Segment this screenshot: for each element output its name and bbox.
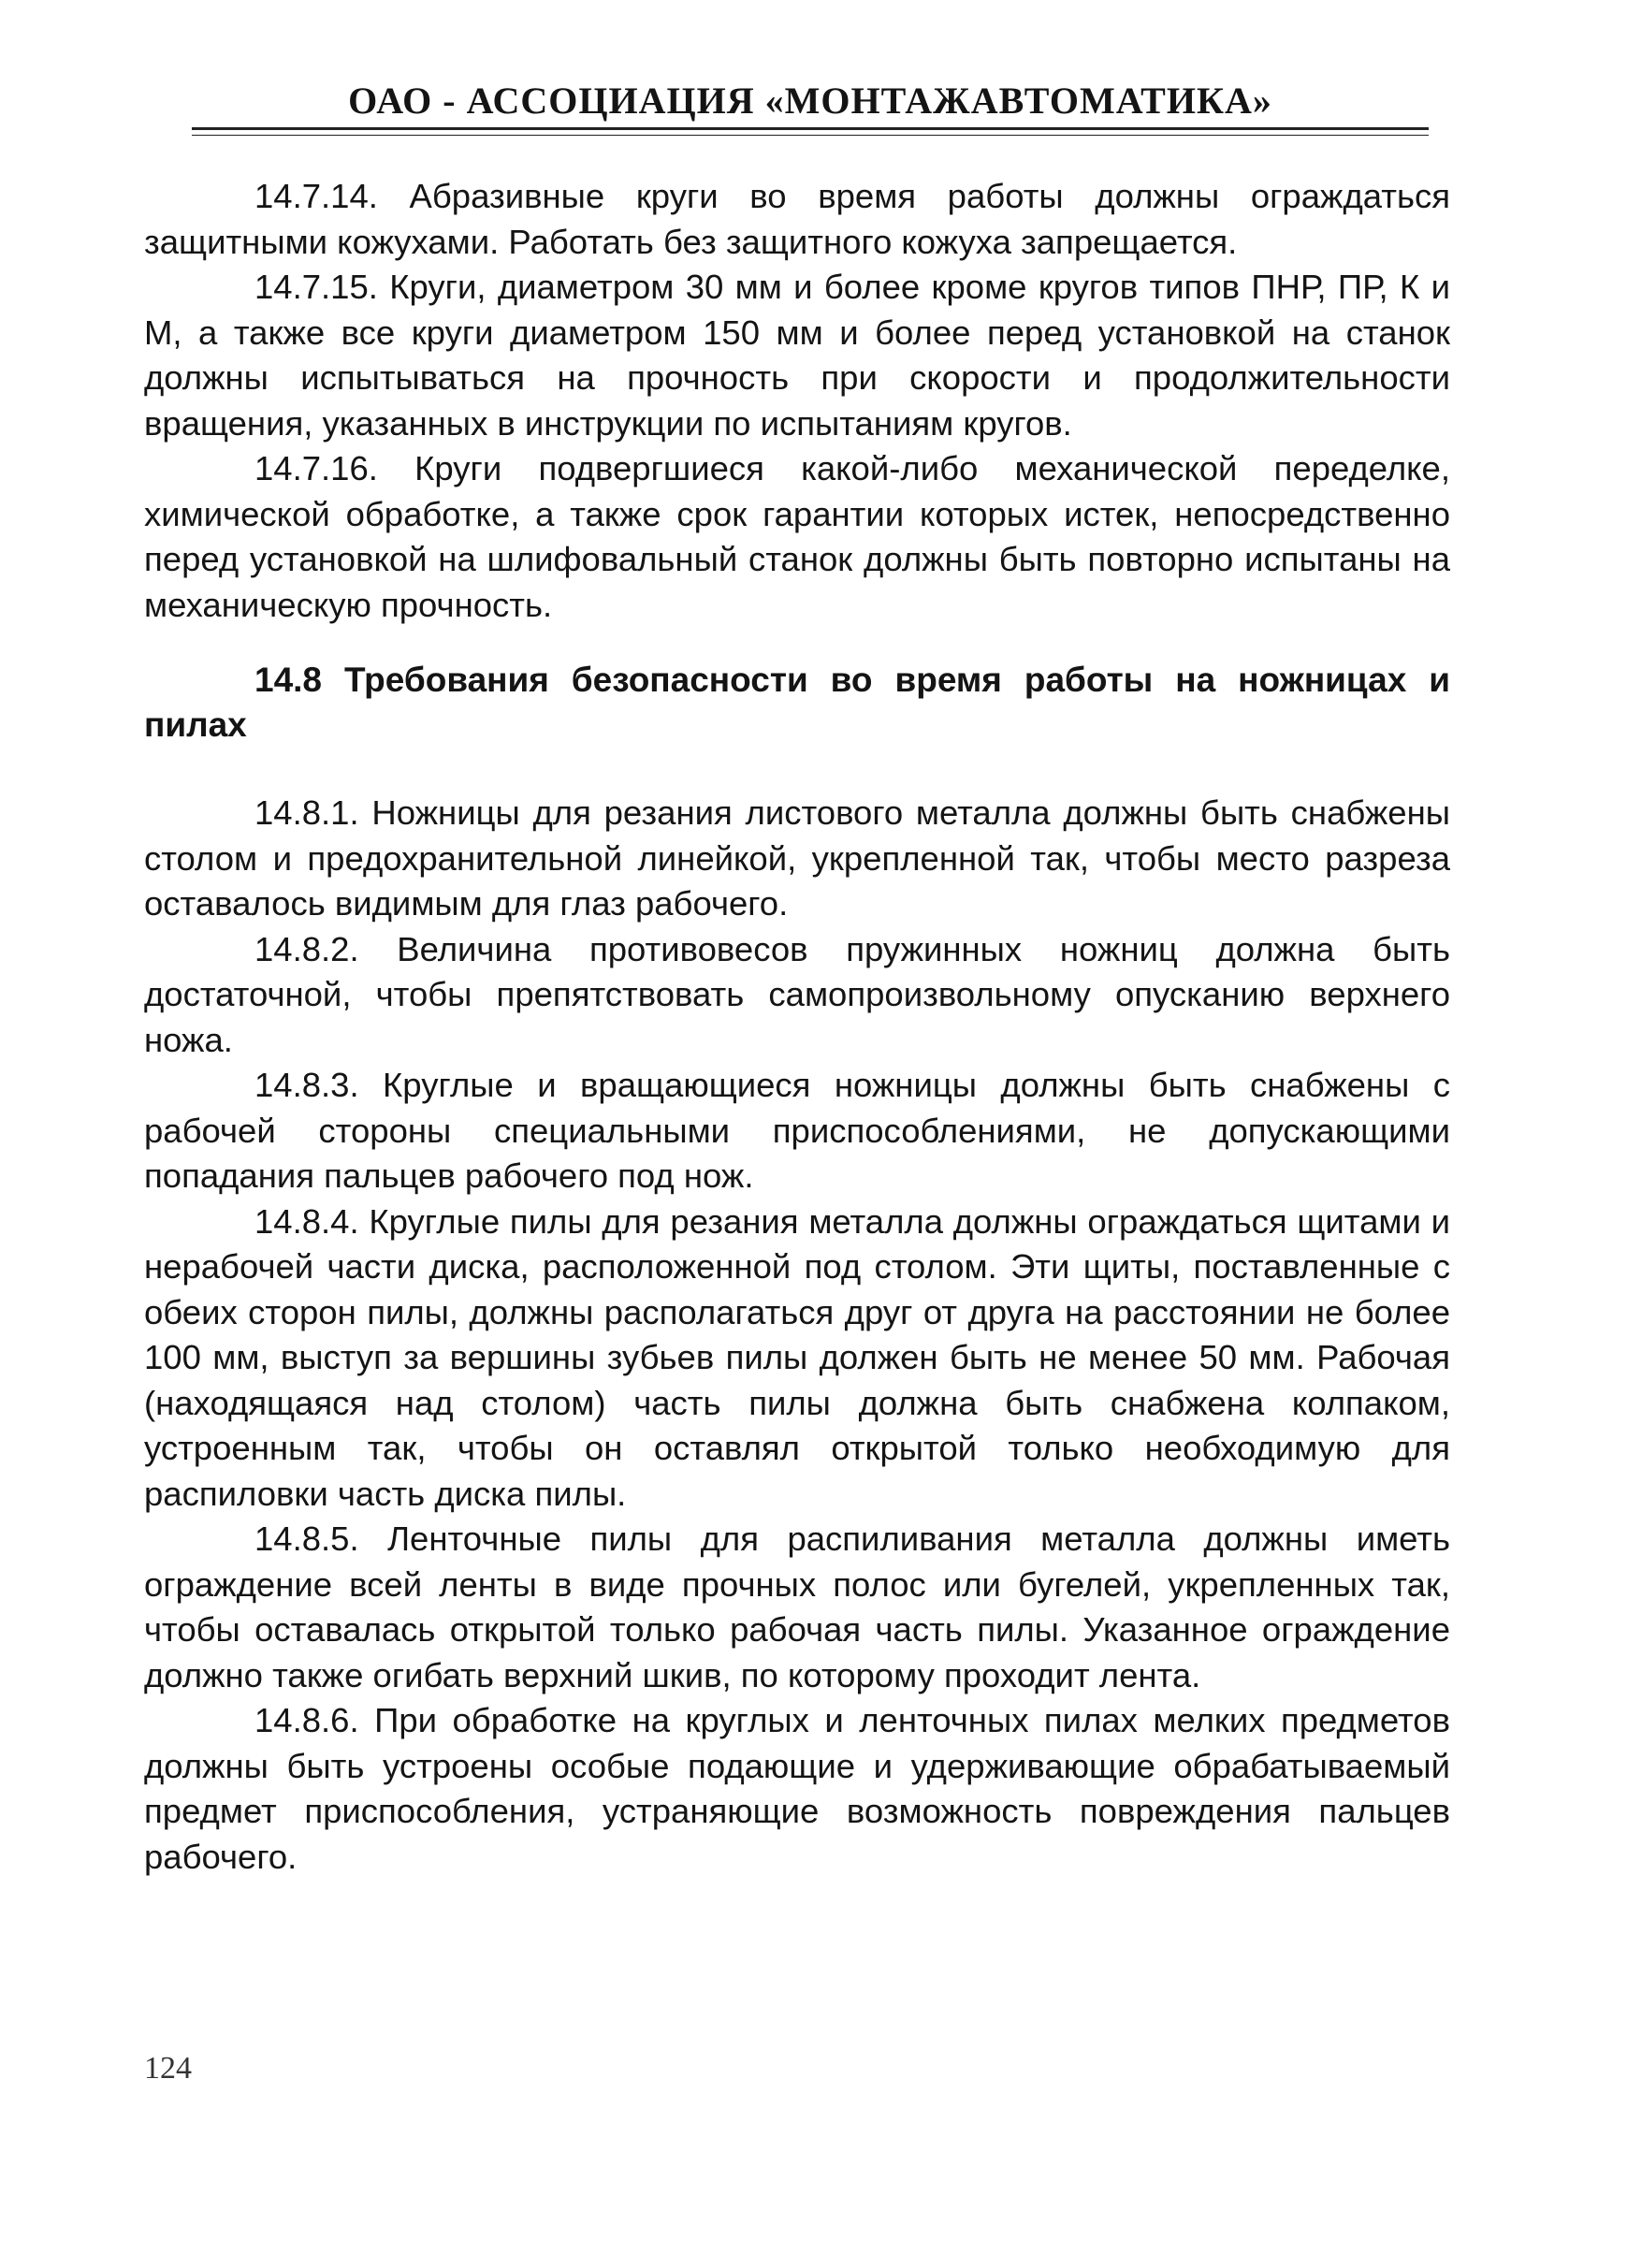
header-rule-thick xyxy=(192,127,1429,130)
running-header: ОАО - АССОЦИАЦИЯ «МОНТАЖАВТОМАТИКА» xyxy=(348,80,1272,122)
paragraph-14-8-4: 14.8.4. Круглые пилы для резания металла должны ограждаться щитами и нерабочей части диска, расположенной под столом. Эти щиты, поставленные с обеих сторон пилы, должны располагаться друг от друга на расстоянии не более 100 мм, выступ за вершины зубьев пилы должен быть не менее 50 мм. Рабочая (находящаяся над столом) часть пилы должна быть снабжена колпаком, устроенным так, чтобы он оставлял открытой только необходимую для распиловки часть диска пилы. xyxy=(144,1201,1450,1513)
paragraph-14-8-6: 14.8.6. При обработке на круглых и ленточных пилах мелких предметов должны быть устроены особые подающие и удерживающие обрабатываемый предмет приспособления, устраняющие возможность повреждения пальцев рабочего. xyxy=(144,1701,1450,1876)
paragraph-14-7-14: 14.7.14. Абразивные круги во время работы должны ограждаться защитными кожухами. Работать без защитного кожуха запрещается. xyxy=(144,177,1450,261)
paragraph-14-8-2: 14.8.2. Величина противовесов пружинных ножниц должна быть достаточной, чтобы препятствовать самопроизвольному опусканию верхнего ножа. xyxy=(144,929,1450,1059)
document-body xyxy=(144,174,1450,1880)
paragraph-14-8-1: 14.8.1. Ножницы для резания листового металла должны быть снабжены столом и предохранительной линейкой, укрепленной так, чтобы место разреза оставалось видимым для глаз рабочего. xyxy=(144,793,1450,923)
page-number: 124 xyxy=(144,2051,192,2086)
section-heading-14-8: 14.8 Требования безопасности во время работы на ножницах и пилах xyxy=(144,661,1450,744)
paragraph-14-8-3: 14.8.3. Круглые и вращающиеся ножницы должны быть снабжены с рабочей стороны специальными приспособлениями, не допускающими попадания пальцев рабочего под нож. xyxy=(144,1066,1450,1195)
header-rule-thin xyxy=(192,135,1429,136)
paragraph-14-7-16: 14.7.16. Круги подвергшиеся какой-либо механической переделке, химической обработке, а также срок гарантии которых истек, непосредственно перед установкой на шлифовальный станок должны быть повторно испытаны на механическую прочность. xyxy=(144,449,1450,624)
paragraph-14-8-5: 14.8.5. Ленточные пилы для распиливания металла должны иметь ограждение всей ленты в виде прочных полос или бугелей, укрепленных так, чтобы оставалась открытой только рабочая часть пилы. Указанное ограждение должно также огибать верхний шкив, по которому проходит лента. xyxy=(144,1519,1450,1694)
paragraph-14-7-15: 14.7.15. Круги, диаметром 30 мм и более кроме кругов типов ПНР, ПР, К и М, а также все круги диаметром 150 мм и более перед установкой на станок должны испытываться на прочность при скорости и продолжительности вращения, указанных в инструкции по испытаниям кругов. xyxy=(144,268,1450,443)
